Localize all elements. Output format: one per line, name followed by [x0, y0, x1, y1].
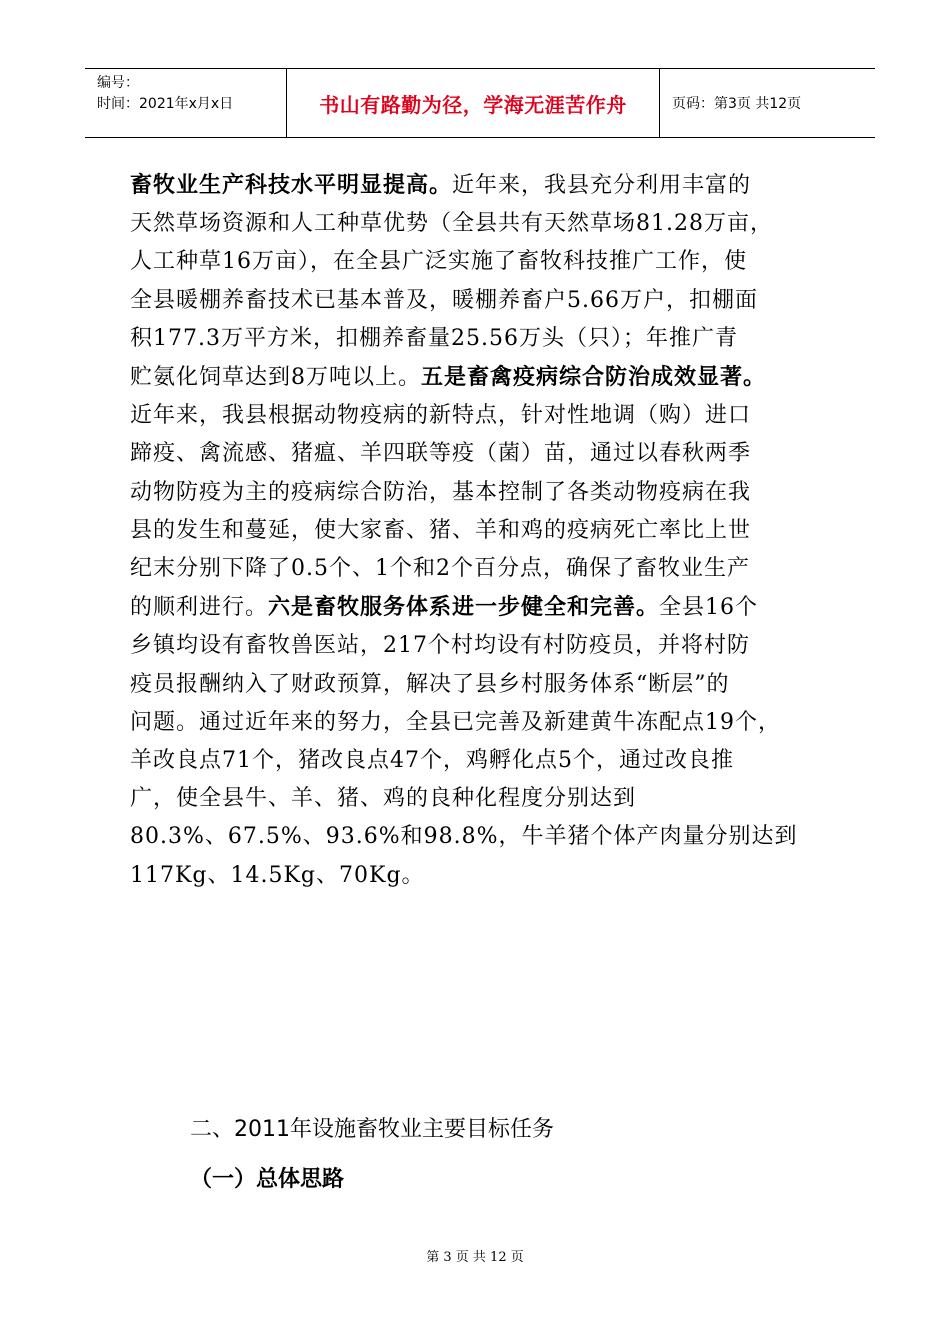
text-line [130, 704, 830, 742]
text-run: 近年来，我县根据动物疫病的新特点，针对性地调（购）进口 [130, 403, 752, 429]
subsection-title: （一）总体思路 [190, 1166, 345, 1192]
text-line [130, 282, 830, 320]
text-line [130, 666, 830, 704]
text-line [130, 742, 830, 780]
text-run: 羊改良点71个，猪改良点47个，鸡孵化点5个，通过改良推 [130, 748, 734, 774]
text-run: 117Kg、14.5Kg、70Kg。 [130, 862, 425, 888]
bold-phrase: 五是畜禽疫病综合防治成效显著。 [421, 364, 767, 391]
text-run: 疫员报酬纳入了财政预算，解决了县乡村服务体系“断层”的 [130, 671, 730, 697]
text-line [130, 320, 830, 358]
text-run: 的顺利进行。 [130, 595, 269, 621]
text-line [130, 243, 830, 281]
text-line [130, 588, 830, 627]
page-footer: 第 3 页 共 12 页 [426, 1250, 524, 1265]
text-run: 贮氨化饲草达到8万吨以上。 [130, 365, 421, 391]
text-run: 近年来，我县充分利用丰富的 [452, 173, 752, 198]
text-run: 80.3%、67.5%、93.6%和98.8%，牛羊猪个体产肉量分别达到 [130, 824, 798, 850]
body-paragraph [130, 166, 830, 895]
text-run: 问题。通过近年来的努力，全县已完善及新建黄牛冻配点19个， [130, 709, 781, 735]
text-run: 天然草场资源和人工种草优势（全县共有天然草场81.28万亩， [130, 211, 773, 237]
text-line [130, 818, 830, 856]
section-title: 二、2011年设施畜牧业主要目标任务 [190, 1117, 554, 1142]
time-label: 时间：2021年x月x日 [97, 96, 234, 112]
text-run: 积177.3万平方米，扣棚养畜量25.56万头（只）；年推广青 [130, 325, 738, 351]
text-run: 全县暖棚养畜技术已基本普及，暖棚养畜户5.66万户，扣棚面 [130, 287, 758, 313]
header-page-label: 页码：第3页 共12页 [672, 96, 802, 112]
text-run: 动物防疫为主的疫病综合防治，基本控制了各类动物疫病在我 [130, 479, 752, 505]
text-run: 全县16个 [659, 595, 759, 621]
text-run: 县的发生和蔓延，使大家畜、猪、羊和鸡的疫病死亡率比上世 [130, 517, 752, 543]
header-motto: 书山有路勤为径，学海无涯苦作舟 [287, 69, 660, 137]
bold-phrase: 六是畜牧服务体系进一步健全和完善。 [268, 594, 660, 621]
text-line [130, 550, 830, 588]
text-line [130, 435, 830, 473]
text-line [130, 358, 830, 397]
text-line [130, 512, 830, 550]
text-line [130, 166, 830, 205]
text-line [130, 780, 830, 818]
text-run: 乡镇均设有畜牧兽医站，217个村均设有村防疫员，并将村防 [130, 633, 750, 659]
text-run: 广，使全县牛、羊、猪、鸡的良种化程度分别达到 [130, 786, 637, 812]
text-line [130, 627, 830, 665]
header-meta [85, 69, 287, 137]
text-line [130, 397, 830, 435]
page-header [85, 68, 875, 138]
text-line [130, 857, 830, 895]
text-run: 纪末分别下降了0.5个、1个和2个百分点，确保了畜牧业生产 [130, 556, 750, 582]
serial-label: 编号： [97, 75, 139, 91]
text-run: 蹄疫、禽流感、猪瘟、羊四联等疫（菌）苗，通过以春秋两季 [130, 441, 752, 467]
text-line [130, 474, 830, 512]
text-line [130, 205, 830, 243]
text-run: 人工种草16万亩），在全县广泛实施了畜牧科技推广工作，使 [130, 249, 747, 275]
bold-phrase: 畜牧业生产科技水平明显提高。 [130, 172, 453, 198]
